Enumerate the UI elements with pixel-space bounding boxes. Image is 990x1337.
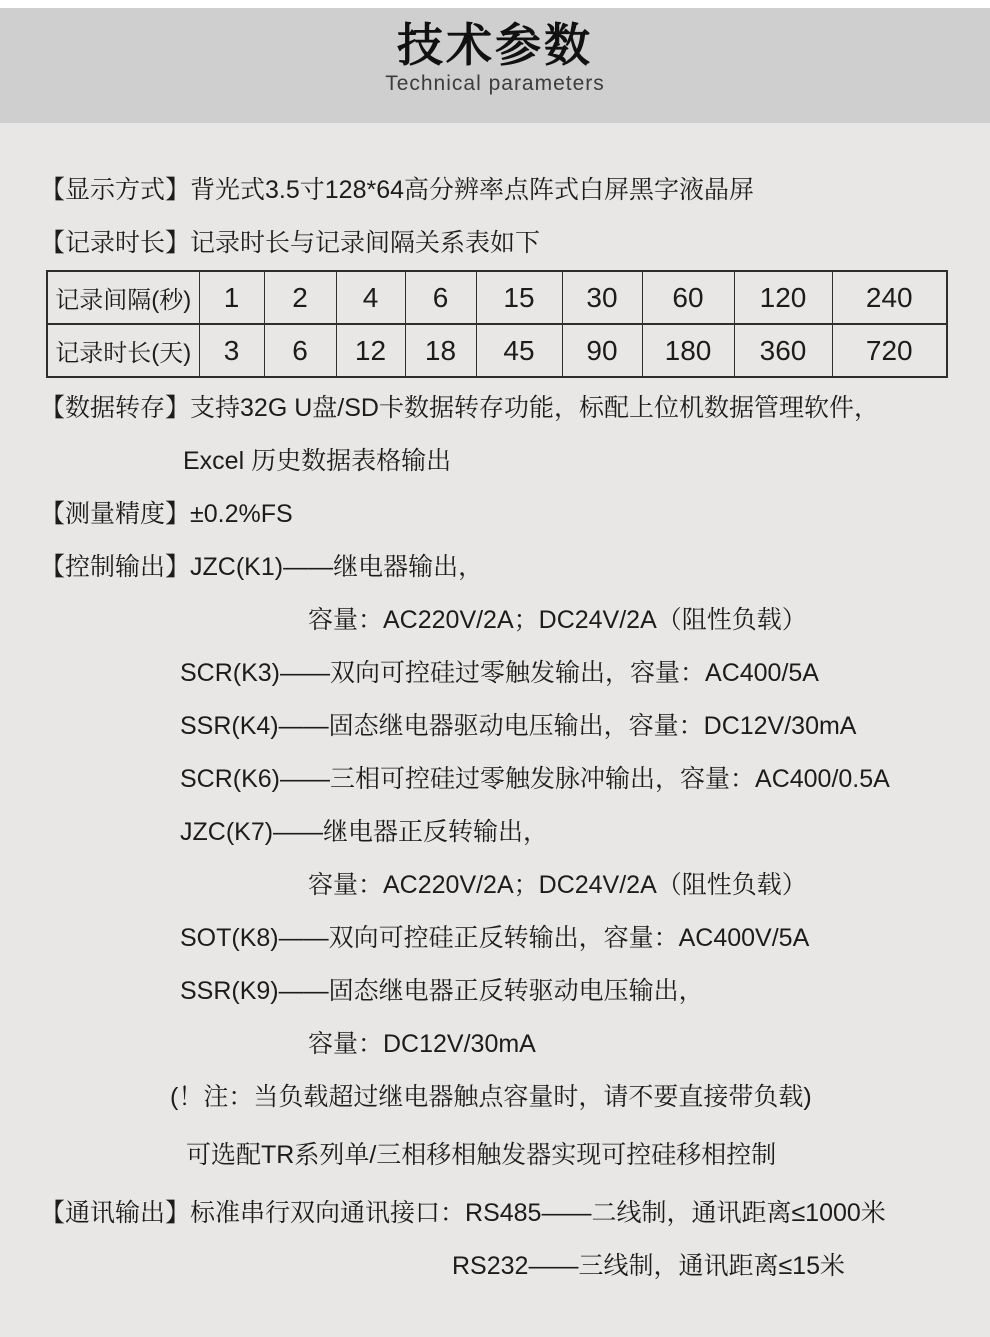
spec-content: [0, 123, 990, 1337]
control-k7-capacity: 容量：AC220V/2A；DC24V/2A（阻性负载）: [308, 871, 807, 899]
cell-interval: 4: [336, 271, 405, 324]
cell-duration: 90: [562, 324, 642, 377]
table-row-interval: [47, 271, 947, 324]
page-title: 技术参数: [397, 19, 593, 71]
section-label-comm: 【通讯输出】: [40, 1199, 191, 1227]
row-header-interval: 记录间隔(秒): [47, 271, 199, 324]
control-note: (！注：当负载超过继电器触点容量时，请不要直接带负载): [170, 1083, 812, 1111]
page-subtitle: Technical parameters: [385, 71, 605, 95]
control-k6: SCR(K6)——三相可控硅过零触发脉冲输出，容量：AC400/0.5A: [180, 765, 890, 793]
section-label-record: 【记录时长】: [40, 229, 191, 257]
spec-control-k1: [40, 555, 952, 580]
spec-storage: [40, 396, 952, 421]
spec-display: [40, 178, 952, 203]
spec-display-text: 背光式3.5寸128*64高分辨率点阵式白屏黑字液晶屏: [190, 176, 755, 204]
section-label-control: 【控制输出】: [40, 553, 191, 581]
cell-duration: 6: [264, 324, 336, 377]
cell-interval: 120: [734, 271, 832, 324]
cell-duration: 12: [336, 324, 405, 377]
cell-interval: 60: [642, 271, 734, 324]
spec-accuracy-text: ±0.2%FS: [190, 500, 293, 528]
cell-interval: 15: [476, 271, 562, 324]
control-k4: SSR(K4)——固态继电器驱动电压输出，容量：DC12V/30mA: [180, 712, 857, 740]
top-margin: [0, 0, 990, 8]
cell-duration: 720: [832, 324, 947, 377]
control-k7: JZC(K7)——继电器正反转输出，: [180, 818, 549, 846]
control-k1-capacity: 容量：AC220V/2A；DC24V/2A（阻性负载）: [308, 606, 807, 634]
record-interval-table: [46, 270, 948, 378]
table-row-duration: [47, 324, 947, 377]
control-k8: SOT(K8)——双向可控硅正反转输出，容量：AC400V/5A: [180, 924, 810, 952]
spec-storage-text: 支持32G U盘/SD卡数据转存功能，标配上位机数据管理软件，: [190, 394, 879, 422]
spec-accuracy: [40, 502, 952, 527]
section-label-accuracy: 【测量精度】: [40, 500, 191, 528]
cell-interval: 6: [405, 271, 476, 324]
spec-record: [40, 231, 952, 256]
cell-duration: 360: [734, 324, 832, 377]
cell-interval: 30: [562, 271, 642, 324]
cell-duration: 18: [405, 324, 476, 377]
cell-duration: 3: [199, 324, 264, 377]
section-label-display: 【显示方式】: [40, 176, 191, 204]
cell-interval: 240: [832, 271, 947, 324]
spec-comm-text: 标准串行双向通讯接口：RS485——二线制，通讯距离≤1000米: [190, 1199, 886, 1227]
cell-interval: 1: [199, 271, 264, 324]
cell-duration: 45: [476, 324, 562, 377]
row-header-duration: 记录时长(天): [47, 324, 199, 377]
spec-storage-line2: Excel 历史数据表格输出: [183, 447, 452, 475]
control-optional: 可选配TR系列单/三相移相触发器实现可控硅移相控制: [186, 1141, 777, 1169]
control-k1-text: JZC(K1)——继电器输出，: [190, 553, 484, 581]
control-k9: SSR(K9)——固态继电器正反转驱动电压输出，: [180, 977, 704, 1005]
cell-interval: 2: [264, 271, 336, 324]
section-label-storage: 【数据转存】: [40, 394, 191, 422]
spec-comm-line2: RS232——三线制，通讯距离≤15米: [452, 1252, 845, 1280]
spec-comm: [40, 1201, 952, 1226]
control-k9-capacity: 容量：DC12V/30mA: [308, 1030, 536, 1058]
header-band: [0, 8, 990, 123]
control-k3: SCR(K3)——双向可控硅过零触发输出，容量：AC400/5A: [180, 659, 819, 687]
cell-duration: 180: [642, 324, 734, 377]
spec-record-text: 记录时长与记录间隔关系表如下: [190, 229, 541, 257]
